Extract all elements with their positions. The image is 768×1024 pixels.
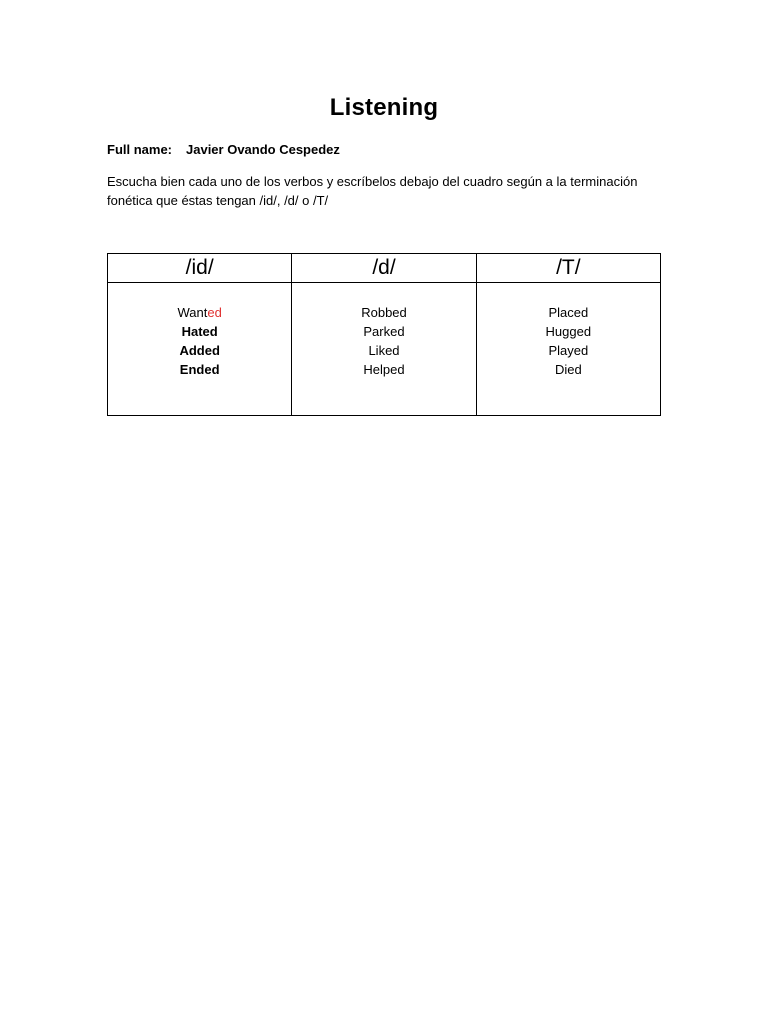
verb-word: Liked [368, 343, 400, 358]
instructions-line-1: Escucha bien cada uno de los verbos y escríbelos debajo del cuadro según a la terminación [107, 174, 638, 189]
column-t-cell [476, 283, 660, 416]
verb-word: Ended [179, 362, 220, 377]
verb-word [108, 303, 291, 322]
verb-word: Placed [548, 305, 589, 320]
verb-table-header-row [108, 254, 661, 283]
fullname-row [107, 142, 340, 157]
column-d-cell [292, 283, 476, 416]
verb-suffix-highlight: ed [207, 305, 222, 320]
instructions-paragraph [107, 172, 667, 210]
page-title: Listening [329, 94, 439, 121]
column-id-cell [108, 283, 292, 416]
verb-table [107, 253, 661, 416]
verb-table-body-row [108, 283, 661, 416]
verb-word: Died [554, 362, 582, 377]
header-id: /id/ [108, 254, 292, 283]
verb-word: Added [179, 343, 220, 358]
fullname-value: Javier Ovando Cespedez [186, 142, 340, 157]
verb-stem: Want [177, 305, 208, 320]
verb-word: Robbed [361, 305, 407, 320]
fullname-label: Full name: [107, 142, 173, 157]
verb-word: Hated [181, 324, 218, 339]
verb-word: Played [548, 343, 589, 358]
instructions-line-2: fonética que éstas tengan /id/, /d/ o /T/ [107, 193, 329, 208]
header-t: /T/ [476, 254, 660, 283]
verb-word: Helped [363, 362, 405, 377]
verb-word: Hugged [545, 324, 592, 339]
verb-word: Parked [363, 324, 405, 339]
header-d: /d/ [292, 254, 476, 283]
